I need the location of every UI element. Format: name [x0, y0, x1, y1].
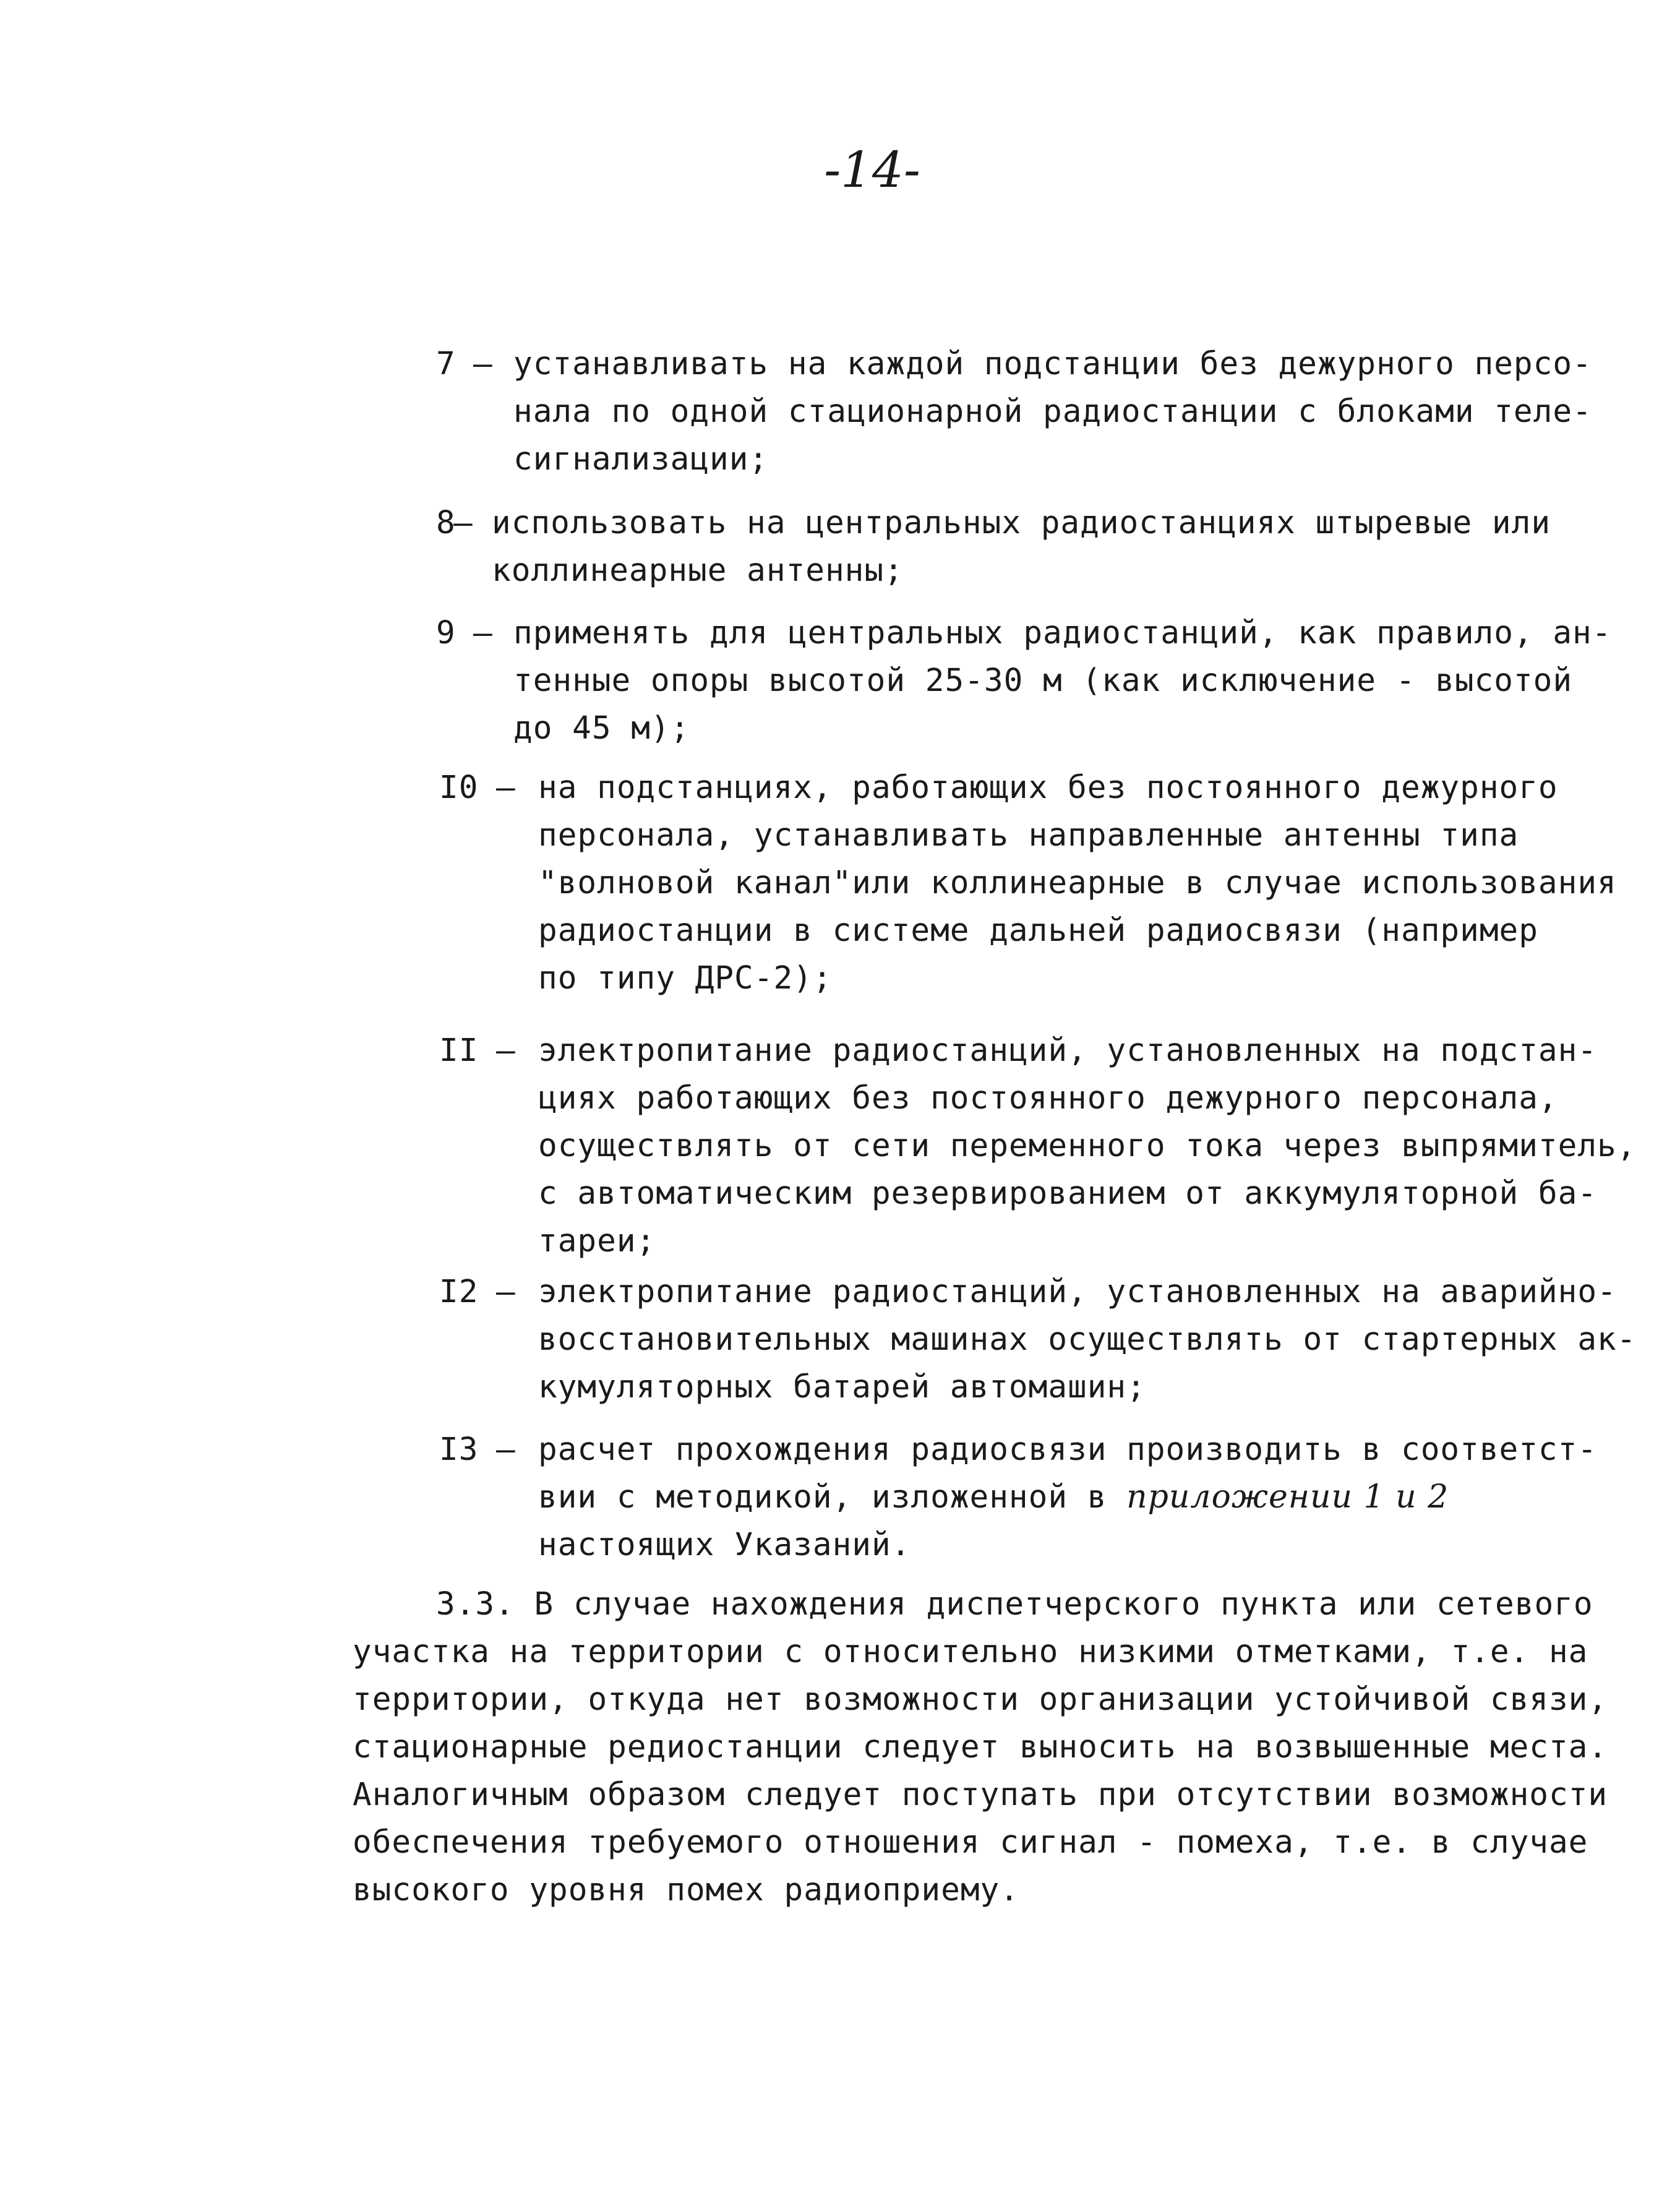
list-item-number: I0 — [439, 770, 479, 806]
page-number: -14- — [824, 141, 920, 199]
list-item-line: с автоматическим резервированием от аккумуляторной ба- — [538, 1175, 1598, 1212]
list-item-line: кумуляторных батарей автомашин; — [538, 1369, 1146, 1405]
handwritten-annotation: приложении 1 и 2 — [1126, 1478, 1449, 1516]
list-item-line: использовать на центральных радиостанциях штыревые или — [492, 505, 1551, 541]
list-item-line: устанавливать на каждой подстанции без дежурного персо- — [513, 346, 1592, 382]
list-item-line: "волновой канал"или коллинеарные в случае использования — [538, 865, 1617, 901]
list-item-line: электропитание радиостанций, установленных на аварийно- — [538, 1274, 1617, 1310]
list-item-dash: – — [496, 770, 516, 806]
list-item-number: I2 — [439, 1274, 479, 1310]
list-item-line: до 45 м); — [513, 710, 690, 747]
list-item-line: персонала, устанавливать направленные антенны типа — [538, 817, 1519, 854]
list-item-line: коллинеарные антенны; — [492, 552, 904, 589]
list-item-line: осуществлять от сети переменного тока через выпрямитель, — [538, 1128, 1637, 1164]
list-item-line: на подстанциях, работающих без постоянного дежурного — [538, 770, 1558, 806]
list-item-line: сигнализации; — [513, 441, 769, 478]
paragraph-line: территории, откуда нет возможности организации устойчивой связи, — [353, 1681, 1608, 1718]
paragraph-line: стационарные редиостанции следует выносить на возвышенные места. — [353, 1729, 1608, 1765]
paragraph-line: обеспечения требуемого отношения сигнал - помеха, т.е. в случае — [353, 1824, 1588, 1861]
list-item-line: радиостанции в системе дальней радиосвязи (например — [538, 912, 1538, 949]
list-item-dash: – — [453, 505, 473, 541]
list-item-number: 7 — [436, 346, 456, 382]
list-item-line-with-handwriting: вии с методикой, изложенной в приложении 1 и 2 — [538, 1478, 1449, 1516]
list-item-line: восстановительных машинах осуществлять от стартерных ак- — [538, 1321, 1637, 1358]
list-item-dash: – — [473, 346, 493, 382]
list-item-line: электропитание радиостанций, установленных на подстан- — [538, 1032, 1598, 1069]
list-item-line: тенные опоры высотой 25-30 м (как исключение - высотой — [513, 663, 1573, 699]
list-item-number: I3 — [439, 1431, 479, 1468]
list-item-dash: – — [496, 1274, 516, 1310]
list-item-line: настоящих Указаний. — [538, 1527, 911, 1563]
list-item-line: нала по одной стационарной радиостанции с блоками теле- — [513, 393, 1592, 430]
list-item-line: тареи; — [538, 1223, 656, 1259]
paragraph-line: высокого уровня помех радиоприему. — [353, 1872, 1019, 1908]
list-item-number: 9 — [436, 615, 456, 651]
list-item-line: применять для центральных радиостанций, как правило, ан- — [513, 615, 1612, 651]
list-item-number: II — [439, 1032, 479, 1069]
list-item-line: циях работающих без постоянного дежурного персонала, — [538, 1080, 1558, 1117]
list-item-line: по типу ДРС-2); — [538, 960, 833, 997]
list-item-dash: – — [496, 1431, 516, 1468]
paragraph-line: Аналогичным образом следует поступать при отсутствии возможности — [353, 1777, 1608, 1813]
list-item-line: расчет прохождения радиосвязи производить в соответст- — [538, 1431, 1598, 1468]
paragraph-line: участка на территории с относительно низкими отметками, т.е. на — [353, 1634, 1588, 1670]
list-item-dash: – — [473, 615, 493, 651]
paragraph-3-3 — [353, 1581, 1608, 1914]
paragraph-line: 3.3. В случае нахождения диспетчерского пункта или сетевого — [436, 1586, 1593, 1623]
list-item-dash: – — [496, 1032, 516, 1069]
list-item-number: 8 — [436, 505, 456, 541]
